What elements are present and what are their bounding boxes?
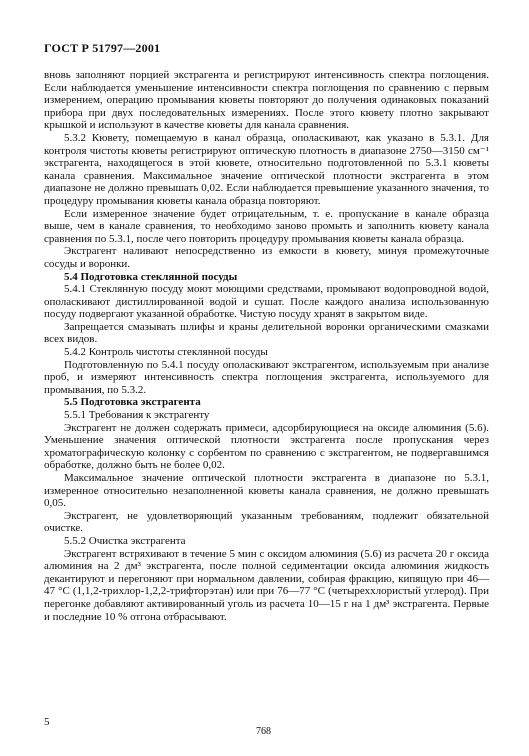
sheet-number: 768 [256,726,271,737]
section-heading: 5.4 Подготовка стеклянной посуды [64,270,238,283]
document-body [44,69,489,623]
paragraph: Экстрагент наливают непосредственно из емкости в кювету, минуя промежуточные сосуды и воронки. [44,245,489,270]
section-heading: 5.5 Подготовка экстрагента [64,396,201,409]
paragraph: Экстрагент не должен содержать примеси, адсорбирующиеся на оксиде алюминия (5.6). Уменьшение значения оптической плотности экстрагента после пропускания через хроматографическую колонку с сорбентом по сравнению с экстрагентом, не подвергавшимся обработке, должно быть не более 0,02. [44,421,489,472]
document-header: ГОСТ Р 51797—2001 [44,41,161,55]
paragraph: Запрещается смазывать шлифы и краны делительной воронки органическими смазками всех видов. [44,320,489,346]
paragraph: Экстрагент, не удовлетворяющий указанным требованиям, подлежит обязательной очистке. [44,509,489,535]
paragraph: 5.3.2 Кювету, помещаемую в канал образца, ополаскивают, как указано в 5.3.1. Для контроля чистоты кюветы регистрируют оптическую плотность в диапазоне 2750—3150 см⁻¹ экстрагента, находящегося в этой кювете, относительно подготовленной по 5.3.1 кюветы канала сравнения. Максимальное значение оптической плотности экстрагента в этом диапазоне не должно превышать 0,02. Если наблюдается превышение указанного значения, то процедуру промывания кюветы канала образца повторяют. [44,131,489,207]
paragraph: 5.5.1 Требования к экстрагенту [64,409,210,422]
paragraph: 5.4.1 Стеклянную посуду моют моющими средствами, промывают водопроводной водой, ополаскивают дистиллированной водой и сушат. После каждого анализа использованную посуду подвергают указанной обработке. Чистую посуду хранят в закрытом виде. [44,283,489,321]
paragraph: Максимальное значение оптической плотности экстрагента в диапазоне по 5.3.1, измеренное относительно незаполненной кюветы канала сравнения, не должно превышать 0,05. [44,472,489,510]
paragraph: Подготовленную по 5.4.1 посуду ополаскивают экстрагентом, используемым при анализе проб, и измеряют интенсивность спектра поглощения экстрагента, используемого для промывания, по 5.3.2. [44,358,489,396]
paragraph: Экстрагент встряхивают в течение 5 мин с оксидом алюминия (5.6) из расчета 20 г оксида алюминия на 2 дм³ экстрагента, после полной седиментации оксида алюминия жидкость декантируют и перегоняют при нормальном давлении, собирая фракцию, кипящую при 46—47 °С (1,1,2-трихлор-1,2,2-трифторэтан) или при 76—77 °С (четыреххлористый углерод). При перегонке добавляют активированный уголь из расчета 10—15 г на 1 дм³ экстрагента. Первые и последние 10 % отгона отбрасывают. [44,547,489,623]
paragraph: вновь заполняют порцией экстрагента и регистрируют интенсивность спектра поглощения. Если наблюдается уменьшение интенсивности спектра поглощения по сравнению с первым измерением, операцию промывания кюветы повторяют до получения одинаковых показаний прибора при двух последовательных измерениях. После этого кювету плотно закрывают крышкой и используют в качестве кюветы для канала сравнения. [44,69,489,132]
paragraph: Если измеренное значение будет отрицательным, т. е. пропускание в канале образца выше, чем в канале сравнения, то необходимо заново промыть и заполнить кювету канала сравнения по 5.3.1, после чего повторить процедуру промывания кюветы канала образца. [44,207,489,245]
page-number: 5 [44,716,50,728]
paragraph: 5.4.2 Контроль чистоты стеклянной посуды [64,346,268,359]
paragraph: 5.5.2 Очистка экстрагента [64,534,186,547]
